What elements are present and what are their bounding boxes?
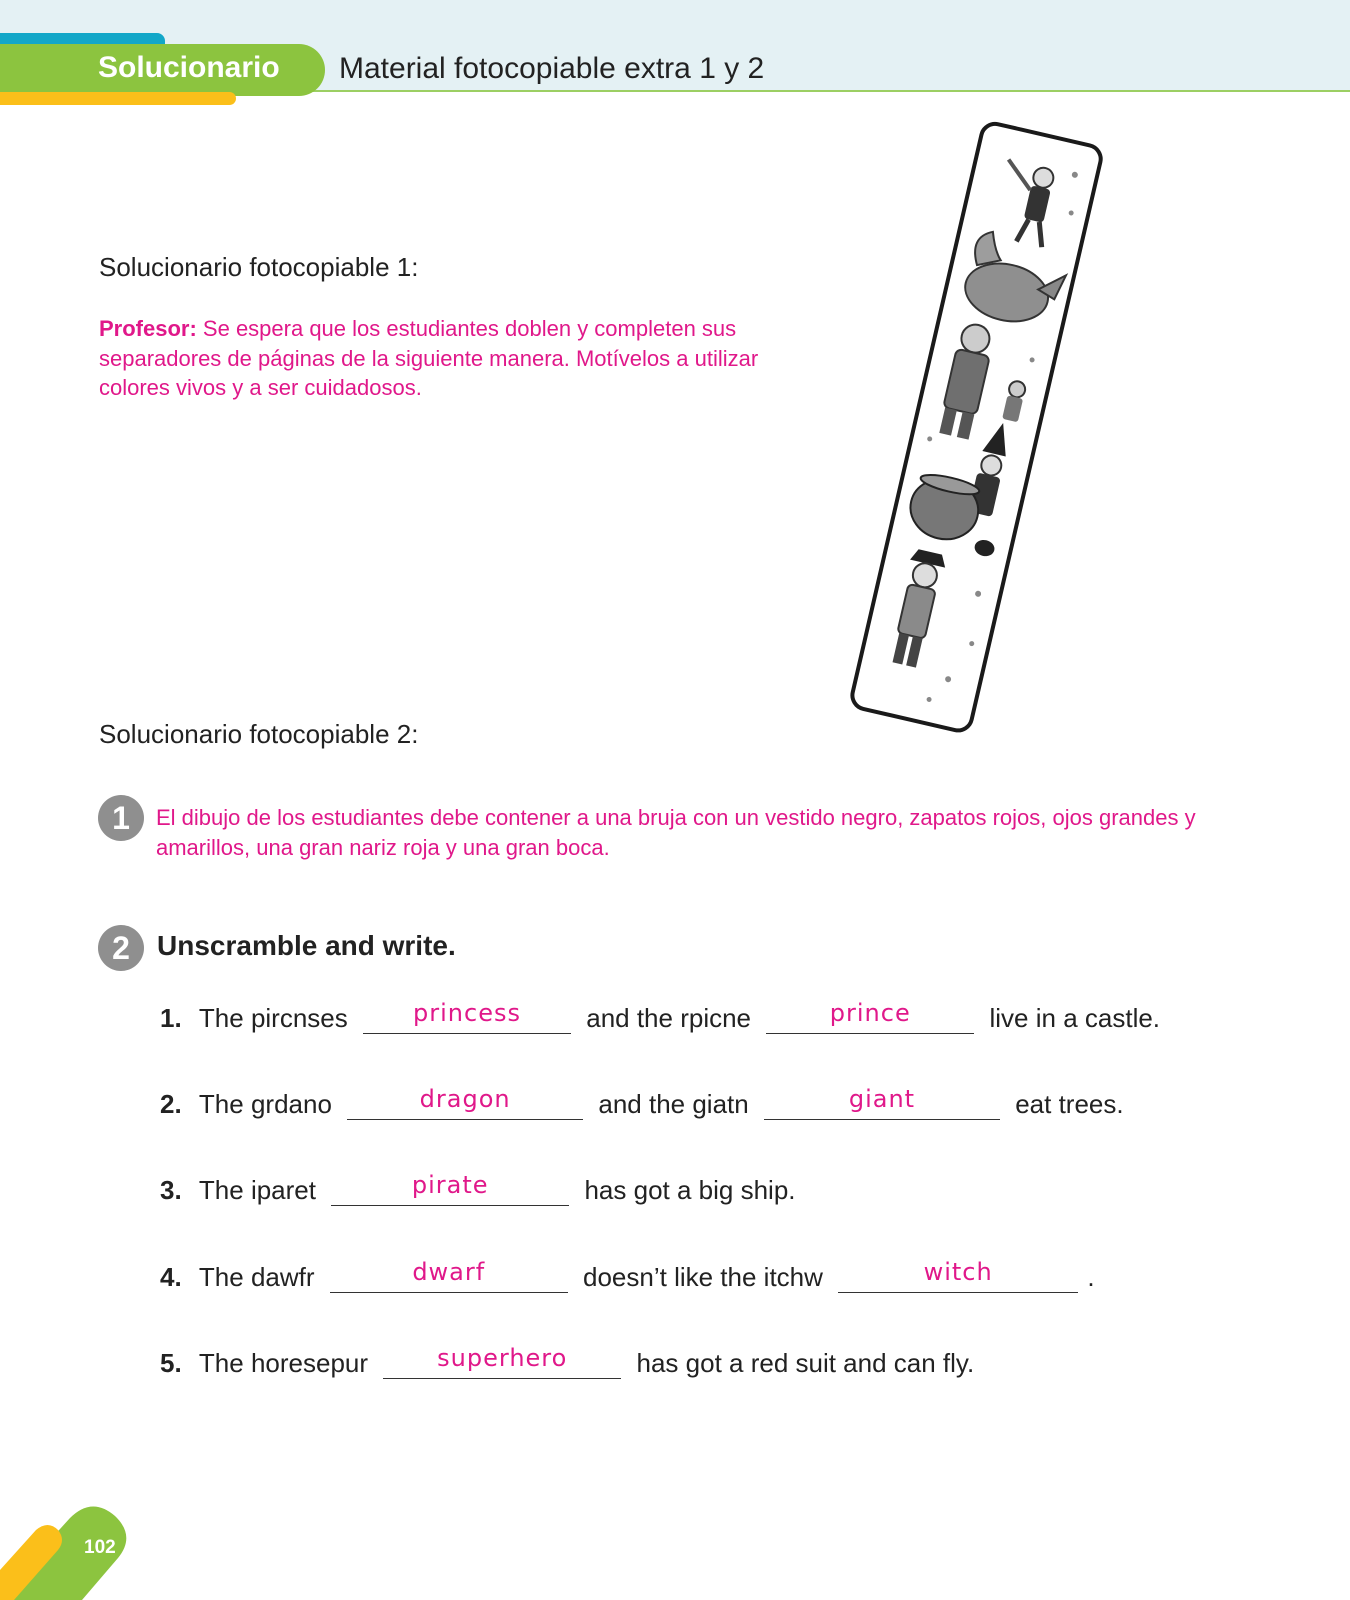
- answer-blank: [383, 1344, 621, 1379]
- exercise2-number-circle: 2: [98, 925, 144, 971]
- exercise2-item: [160, 1171, 796, 1215]
- item-number: 4.: [160, 1262, 182, 1292]
- exercise2-title: Unscramble and write.: [157, 930, 456, 961]
- teacher-note-text: Se espera que los estudiantes doblen y completen sus separadores de páginas de la siguiente manera. Motívelos a utilizar colores vivos y a ser cuidadosos.: [99, 316, 759, 400]
- answer-text: superhero: [437, 1344, 568, 1372]
- answer-text: giant: [848, 1085, 916, 1113]
- item-number: 1.: [160, 1003, 182, 1033]
- page-number: 102: [84, 1537, 116, 1558]
- item-text: has got a big ship.: [584, 1175, 796, 1205]
- answer-text: dragon: [419, 1085, 511, 1113]
- answer-text: prince: [829, 999, 911, 1027]
- item-text: has got a red suit and can fly.: [636, 1348, 975, 1378]
- item-text: and the giatn: [598, 1089, 749, 1119]
- answer-blank: [838, 1258, 1078, 1293]
- section-tab-label: Solucionario: [98, 51, 280, 84]
- answer-blank: [766, 999, 974, 1034]
- answer-text: dwarf: [412, 1258, 486, 1286]
- teacher-note: [99, 314, 819, 403]
- item-text: and the rpicne: [586, 1003, 752, 1033]
- item-text: eat trees.: [1015, 1089, 1124, 1119]
- bookmark-illustration: [815, 120, 1145, 740]
- tab-accent-yellow: [0, 92, 236, 105]
- exercise1-answer-text: El dibujo de los estudiantes debe contener a una bruja con un vestido negro, zapatos rojos, ojos grandes y amarillos, una gran nariz roja y una gran boca.: [156, 805, 1196, 860]
- page-title: Material fotocopiable extra 1 y 2: [339, 52, 765, 85]
- section1-title: Solucionario fotocopiable 1:: [99, 252, 419, 282]
- exercise2-item: [160, 1258, 1095, 1302]
- item-text: The dawfr: [198, 1262, 315, 1292]
- item-text: live in a castle.: [989, 1003, 1161, 1033]
- exercise2-item: [160, 1085, 1124, 1129]
- exercise2-item: [160, 999, 1161, 1043]
- item-text: doesn’t like the itchw: [583, 1262, 823, 1292]
- answer-blank: [363, 999, 571, 1034]
- exercise1-number-circle: 1: [98, 795, 144, 841]
- item-text: .: [1087, 1262, 1095, 1292]
- answer-blank: [347, 1085, 583, 1120]
- exercise2-item: [160, 1344, 975, 1388]
- answer-text: princess: [413, 999, 521, 1027]
- answer-blank: [331, 1171, 569, 1206]
- page-corner-decoration: [0, 1500, 140, 1600]
- teacher-note-label: Profesor:: [99, 316, 197, 341]
- item-text: The grdano: [198, 1089, 332, 1119]
- item-number: 5.: [160, 1348, 182, 1378]
- item-number: 2.: [160, 1089, 182, 1119]
- section2-title: Solucionario fotocopiable 2:: [99, 719, 419, 749]
- item-text: The iparet: [198, 1175, 316, 1205]
- answer-blank: [330, 1258, 568, 1293]
- item-text: The horesepur: [198, 1348, 369, 1378]
- answer-blank: [764, 1085, 1000, 1120]
- item-text: The pircnses: [198, 1003, 348, 1033]
- answer-text: witch: [923, 1258, 993, 1286]
- item-number: 3.: [160, 1175, 182, 1205]
- answer-text: pirate: [411, 1171, 489, 1199]
